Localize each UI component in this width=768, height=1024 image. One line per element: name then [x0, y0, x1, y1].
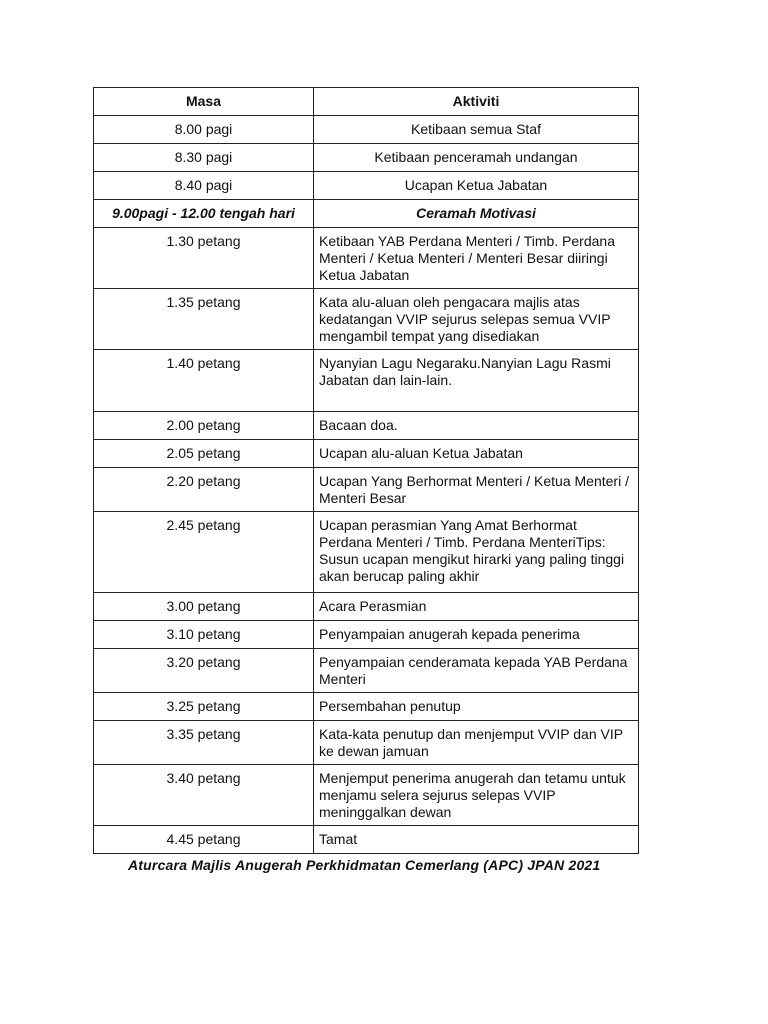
time-cell: 3.25 petang	[94, 693, 314, 721]
document-caption: Aturcara Majlis Anugerah Perkhidmatan Cemerlang (APC) JPAN 2021	[128, 857, 601, 873]
activity-cell: Ketibaan penceramah undangan	[314, 144, 639, 172]
time-cell: 3.10 petang	[94, 621, 314, 649]
activity-cell: Ucapan Ketua Jabatan	[314, 172, 639, 200]
time-cell: 3.20 petang	[94, 649, 314, 693]
time-cell: 8.40 pagi	[94, 172, 314, 200]
table-row	[94, 693, 639, 721]
activity-cell: Ucapan alu-aluan Ketua Jabatan	[314, 440, 639, 468]
time-cell: 3.00 petang	[94, 593, 314, 621]
table-row	[94, 440, 639, 468]
time-cell: 1.35 petang	[94, 289, 314, 350]
table-row	[94, 468, 639, 512]
activity-cell: Penyampaian cenderamata kepada YAB Perdana Menteri	[314, 649, 639, 693]
activity-cell: Ucapan Yang Berhormat Menteri / Ketua Menteri / Menteri Besar	[314, 468, 639, 512]
table-row	[94, 721, 639, 765]
activity-cell: Kata-kata penutup dan menjemput VVIP dan VIP ke dewan jamuan	[314, 721, 639, 765]
header-time: Masa	[94, 88, 314, 116]
activity-cell: Ucapan perasmian Yang Amat Berhormat Perdana Menteri / Timb. Perdana MenteriTips: Susun ucapan mengikut hirarki yang paling tinggi akan berucap paling akhir	[314, 512, 639, 593]
time-cell: 8.00 pagi	[94, 116, 314, 144]
activity-cell: Ceramah Motivasi	[314, 200, 639, 228]
activity-cell: Kata alu-aluan oleh pengacara majlis atas kedatangan VVIP sejurus selepas semua VVIP mengambil tempat yang disediakan	[314, 289, 639, 350]
time-cell: 1.30 petang	[94, 228, 314, 289]
time-cell: 1.40 petang	[94, 350, 314, 412]
activity-cell: Tamat	[314, 826, 639, 854]
table-row	[94, 144, 639, 172]
time-cell: 2.20 petang	[94, 468, 314, 512]
time-cell: 4.45 petang	[94, 826, 314, 854]
table-row	[94, 593, 639, 621]
table-row	[94, 116, 639, 144]
time-cell: 8.30 pagi	[94, 144, 314, 172]
time-cell: 3.35 petang	[94, 721, 314, 765]
header-activity: Aktiviti	[314, 88, 639, 116]
activity-cell: Bacaan doa.	[314, 412, 639, 440]
table-row	[94, 228, 639, 289]
activity-cell: Ketibaan semua Staf	[314, 116, 639, 144]
time-cell: 2.05 petang	[94, 440, 314, 468]
table-row	[94, 289, 639, 350]
table-row	[94, 649, 639, 693]
table-row	[94, 621, 639, 649]
table-row	[94, 172, 639, 200]
schedule-table	[93, 87, 639, 854]
table-row	[94, 200, 639, 228]
header-row	[94, 88, 639, 116]
activity-cell: Penyampaian anugerah kepada penerima	[314, 621, 639, 649]
table-row	[94, 765, 639, 826]
table-row	[94, 350, 639, 412]
activity-cell: Menjemput penerima anugerah dan tetamu untuk menjamu selera sejurus selepas VVIP meninggalkan dewan	[314, 765, 639, 826]
activity-cell: Persembahan penutup	[314, 693, 639, 721]
time-cell: 9.00pagi - 12.00 tengah hari	[94, 200, 314, 228]
time-cell: 2.00 petang	[94, 412, 314, 440]
time-cell: 3.40 petang	[94, 765, 314, 826]
activity-cell: Nyanyian Lagu Negaraku.Nanyian Lagu Rasmi Jabatan dan lain-lain.	[314, 350, 639, 412]
time-cell: 2.45 petang	[94, 512, 314, 593]
activity-cell: Acara Perasmian	[314, 593, 639, 621]
table-row	[94, 512, 639, 593]
table-row	[94, 826, 639, 854]
activity-cell: Ketibaan YAB Perdana Menteri / Timb. Perdana Menteri / Ketua Menteri / Menteri Besar diiringi Ketua Jabatan	[314, 228, 639, 289]
table-row	[94, 412, 639, 440]
